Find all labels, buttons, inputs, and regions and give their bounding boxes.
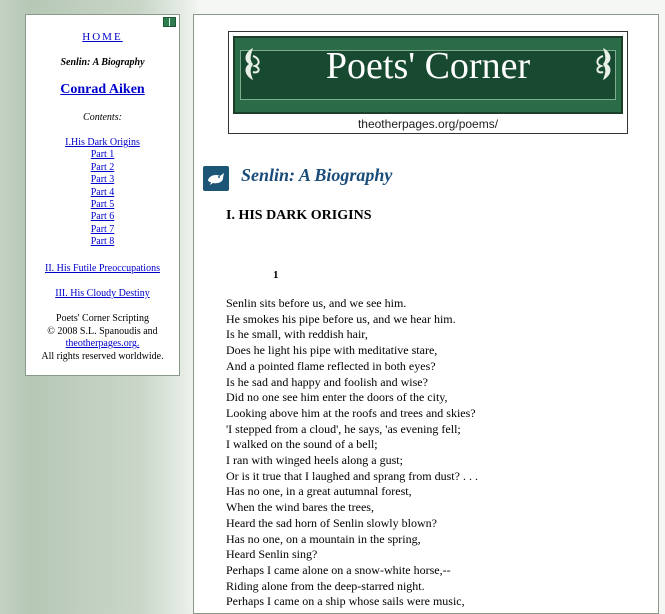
poem-line: Perhaps I came on a ship whose sails were music, (226, 594, 465, 609)
poem-line: Or is it true that I laughed and sprang from dust? . . . (226, 468, 478, 483)
poem-line: Heard the sad horn of Senlin slowly blown? (226, 515, 437, 530)
toc-link-part-2[interactable]: Part 2 (90, 161, 115, 173)
toc-link-part-5[interactable]: Part 5 (90, 199, 115, 211)
main-content (193, 14, 659, 614)
toc-link-part-3[interactable]: Part 3 (90, 174, 115, 186)
quill-bird-icon (203, 166, 229, 191)
poem-line: He smokes his pipe before us, and we hear him. (226, 311, 456, 326)
poem-line: Does he light his pipe with meditative stare, (226, 343, 438, 358)
poem-text (226, 296, 646, 610)
toc-link-chapter-1[interactable]: I.His Dark Origins (65, 137, 140, 148)
section-title: I. HIS DARK ORIGINS (226, 208, 372, 223)
leaf-ornament-icon (241, 46, 265, 82)
sidebar-footer (26, 313, 179, 363)
poem-line: Is he small, with reddish hair, (226, 327, 368, 342)
toc-link-chapter-3[interactable]: III. His Cloudy Destiny (55, 288, 150, 299)
leaf-ornament-icon (591, 46, 615, 82)
poem-line: Has no one, on a mountain in the spring, (226, 531, 421, 546)
poem-line: I ran with winged heels along a gust; (226, 453, 403, 468)
footer-site-link[interactable]: theotherpages.org. (65, 338, 140, 349)
sidebar-poem-title: Senlin: A Biography (60, 57, 145, 68)
banner-url: theotherpages.org/poems/ (357, 117, 499, 131)
book-icon[interactable] (163, 17, 176, 27)
toc-link-part-7[interactable]: Part 7 (90, 223, 115, 235)
footer-rights: All rights reserved worldwide. (41, 350, 164, 362)
poem-heading: Senlin: A Biography (241, 165, 393, 185)
footer-copyright: © 2008 S.L. Spanoudis and (47, 325, 158, 337)
toc-link-part-1[interactable]: Part 1 (90, 149, 115, 161)
toc-link-part-8[interactable]: Part 8 (90, 236, 115, 248)
poem-line: When the wind bares the trees, (226, 500, 374, 515)
poem-line: And a pointed flame reflected in both eyes? (226, 358, 436, 373)
sidebar (25, 14, 180, 376)
toc-link-part-4[interactable]: Part 4 (90, 186, 115, 198)
author-link[interactable]: Conrad Aiken (60, 82, 145, 97)
poem-line: Did no one see him enter the doors of the city, (226, 390, 448, 405)
poem-line: Senlin sits before us, and we see him. (226, 296, 407, 310)
toc-link-chapter-2[interactable]: II. His Futile Preoccupations (45, 263, 160, 274)
poem-line: Is he sad and happy and foolish and wise? (226, 374, 428, 389)
contents-label: Contents: (83, 112, 122, 123)
poem-line: Perhaps I came alone on a snow-white horse,-- (226, 562, 451, 577)
home-link[interactable]: HOME (82, 31, 123, 43)
poem-line: Riding alone from the deep-starred night. (226, 578, 425, 593)
poem-line: Heard Senlin sing? (226, 547, 318, 562)
poem-line: 'I stepped from a cloud', he says, 'as evening fell; (226, 421, 461, 436)
poem-line: Has no one, in a great autumnal forest, (226, 484, 412, 499)
poem-line: I walked on the sound of a bell; (226, 437, 378, 452)
banner-title: Poets' Corner (325, 45, 531, 87)
stanza-number: 1 (273, 269, 279, 281)
banner[interactable] (228, 31, 628, 134)
banner-image (233, 36, 623, 114)
table-of-contents (26, 137, 179, 249)
toc-link-part-6[interactable]: Part 6 (90, 211, 115, 223)
poem-line: Looking above him at the roofs and trees and skies? (226, 405, 476, 420)
footer-scripting: Poets' Corner Scripting (56, 313, 149, 324)
